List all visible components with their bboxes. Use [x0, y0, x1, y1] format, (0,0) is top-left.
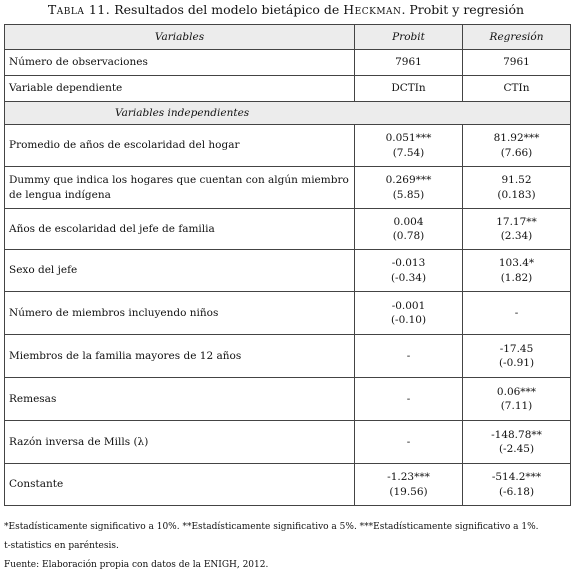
caption-text-2: . Probit y regresión — [401, 2, 525, 17]
coefficient-value: - — [514, 306, 519, 319]
row-label: Remesas — [5, 378, 355, 421]
row-label: Dummy que indica los hogares que cuentan con algún miembro de lengua indígena — [5, 167, 355, 209]
probit-cell: 7961 — [355, 50, 463, 76]
regresion-cell — [463, 250, 571, 292]
table-row — [5, 76, 571, 102]
table-row — [5, 50, 571, 76]
header-regresion: Regresión — [463, 25, 571, 50]
table-caption — [0, 2, 572, 17]
row-label: Constante — [5, 464, 355, 506]
footnote-tstat: t-statistics en paréntesis. — [4, 541, 119, 551]
row-label: Número de miembros incluyendo niños — [5, 292, 355, 335]
regresion-cell — [463, 421, 571, 464]
coefficient-value: - — [406, 349, 411, 362]
t-statistic-value: (-0.10) — [390, 314, 427, 326]
coefficient-value: -0.001 — [391, 299, 426, 312]
t-statistic-value: (7.11) — [500, 400, 533, 412]
coefficient-value: 0.004 — [393, 215, 424, 228]
probit-cell — [355, 250, 463, 292]
caption-text-1: Resultados del modelo bietápico de — [114, 2, 340, 17]
regresion-cell — [463, 125, 571, 167]
coefficient-value: 81.92*** — [493, 132, 540, 145]
coefficient-value: 91.52 — [501, 174, 532, 187]
table-row — [5, 250, 571, 292]
regresion-cell — [463, 378, 571, 421]
table-row — [5, 167, 571, 209]
row-label: Razón inversa de Mills (λ) — [5, 421, 355, 464]
header-variables: Variables — [5, 25, 355, 50]
table-row — [5, 335, 571, 378]
t-statistic-value: (7.66) — [500, 146, 533, 159]
probit-cell — [355, 209, 463, 250]
t-statistic-value: (2.34) — [500, 230, 533, 242]
t-statistic-value: (19.56) — [389, 485, 428, 498]
coefficient-value: 0.269*** — [385, 174, 432, 187]
coefficient-value: 17.17** — [496, 215, 537, 228]
probit-cell — [355, 292, 463, 335]
coefficient-value: 0.051*** — [385, 132, 432, 145]
t-statistic-value: (5.85) — [392, 188, 425, 201]
coefficient-value: -148.78** — [491, 428, 542, 441]
results-table — [4, 24, 571, 506]
coefficient-value: -1.23*** — [387, 471, 430, 484]
coefficient-value: - — [406, 435, 411, 448]
coefficient-value: -514.2*** — [491, 471, 542, 484]
table-row — [5, 464, 571, 506]
table-row — [5, 209, 571, 250]
table-row — [5, 292, 571, 335]
row-label: Variable dependiente — [5, 76, 355, 102]
coefficient-value: - — [406, 392, 411, 405]
regresion-cell — [463, 335, 571, 378]
probit-cell — [355, 464, 463, 506]
regresion-cell — [463, 167, 571, 209]
coefficient-value: 0.06*** — [496, 385, 537, 398]
table-row — [5, 421, 571, 464]
caption-prefix: Tabla 11. — [47, 2, 111, 17]
row-label: Años de escolaridad del jefe de familia — [5, 209, 355, 250]
table-row — [5, 125, 571, 167]
row-label: Promedio de años de escolaridad del hogar — [5, 125, 355, 167]
regresion-cell: 7961 — [463, 50, 571, 76]
t-statistic-value: (-0.91) — [498, 357, 535, 369]
probit-cell: DCTIn — [355, 76, 463, 102]
footnote-significance: *Estadísticamente significativo a 10%. **Estadísticamente significativo a 5%. ***Estadísticamente significativo a 1%. — [4, 522, 539, 532]
section-row — [5, 102, 571, 125]
probit-cell — [355, 335, 463, 378]
probit-cell — [355, 378, 463, 421]
regresion-cell — [463, 209, 571, 250]
header-row — [5, 25, 571, 50]
row-label: Sexo del jefe — [5, 250, 355, 292]
regresion-cell — [463, 464, 571, 506]
t-statistic-value: (7.54) — [392, 146, 425, 159]
probit-cell — [355, 125, 463, 167]
t-statistic-value: (1.82) — [500, 271, 533, 284]
t-statistic-value: (-2.45) — [498, 443, 535, 455]
row-label: Miembros de la familia mayores de 12 años — [5, 335, 355, 378]
probit-cell — [355, 167, 463, 209]
t-statistic-value: (0.183) — [497, 188, 536, 201]
coefficient-value: -0.013 — [391, 257, 426, 270]
t-statistic-value: (-6.18) — [498, 485, 535, 498]
coefficient-value: 103.4* — [498, 257, 535, 270]
section-label: Variables independientes — [5, 102, 571, 125]
footnote-source: Fuente: Elaboración propia con datos de la ENIGH, 2012. — [4, 560, 269, 570]
header-probit: Probit — [355, 25, 463, 50]
coefficient-value: -17.45 — [499, 342, 534, 355]
probit-cell — [355, 421, 463, 464]
table-row — [5, 378, 571, 421]
row-label: Número de observaciones — [5, 50, 355, 76]
table-body — [5, 50, 571, 506]
caption-author: Heckman — [343, 2, 402, 17]
t-statistic-value: (0.78) — [392, 230, 425, 242]
t-statistic-value: (-0.34) — [390, 271, 427, 284]
regresion-cell: CTIn — [463, 76, 571, 102]
regresion-cell — [463, 292, 571, 335]
